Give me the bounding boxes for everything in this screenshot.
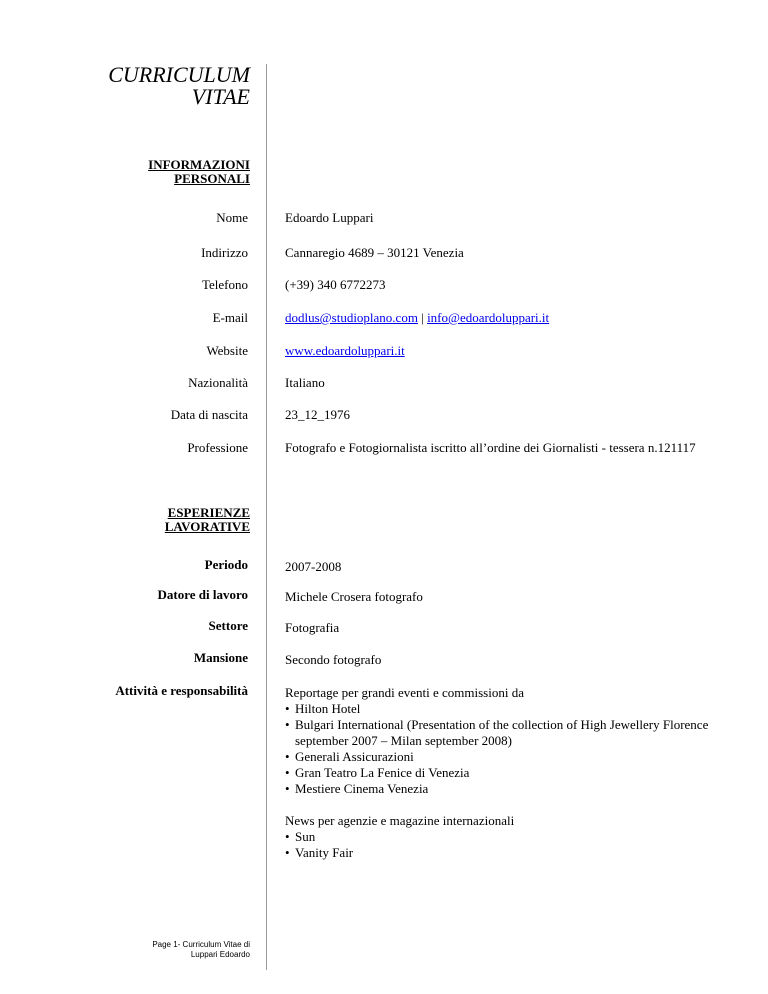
activities-intro: Reportage per grandi eventi e commissioni da (285, 685, 524, 700)
footer-line-1: Page 1- Curriculum Vitae di (152, 940, 250, 949)
news-list (285, 829, 720, 861)
name-value: Edoardo Luppari (285, 210, 374, 225)
section-heading-line: INFORMAZIONI (148, 157, 250, 172)
activities-value (285, 685, 720, 861)
address-label: Indirizzo (201, 245, 248, 260)
period-value: 2007-2008 (285, 559, 342, 574)
title-line-1: CURRICULUM (108, 62, 250, 87)
activities-list (285, 701, 720, 797)
website-label: Website (206, 343, 248, 358)
role-value: Secondo fotografo (285, 652, 382, 667)
birth-label: Data di nascita (170, 407, 248, 422)
name-label: Nome (216, 210, 248, 225)
vertical-divider (266, 64, 267, 970)
nationality-value: Italiano (285, 375, 325, 390)
email-link-1[interactable]: dodlus@studioplano.com (285, 310, 418, 325)
email-separator: | (417, 310, 428, 325)
list-item: • Sun (285, 829, 720, 845)
employer-value: Michele Crosera fotografo (285, 589, 423, 604)
phone-value: (+39) 340 6772273 (285, 277, 386, 292)
list-item: • Gran Teatro La Fenice di Venezia (285, 765, 720, 781)
list-item: • Hilton Hotel (285, 701, 720, 717)
sector-label: Settore (208, 618, 248, 633)
section-heading-line: PERSONALI (174, 171, 250, 186)
news-intro: News per agenzie e magazine internazionali (285, 813, 515, 828)
email-value (285, 310, 725, 326)
birth-value: 23_12_1976 (285, 407, 350, 422)
section-heading-personal (60, 158, 250, 186)
list-item: • Mestiere Cinema Venezia (285, 781, 720, 797)
phone-label: Telefono (201, 277, 248, 292)
address-value: Cannaregio 4689 – 30121 Venezia (285, 245, 464, 260)
nationality-label: Nazionalità (188, 375, 248, 390)
role-label: Mansione (193, 650, 248, 665)
list-item: • Generali Assicurazioni (285, 749, 720, 765)
profession-label: Professione (187, 440, 248, 455)
period-label: Periodo (204, 557, 248, 572)
spacer (285, 797, 720, 813)
website-value (285, 343, 725, 359)
section-heading-line: LAVORATIVE (164, 519, 250, 534)
profession-value: Fotografo e Fotogiornalista iscritto all’ordine dei Giornalisti - tessera n.121117 (285, 440, 696, 455)
list-item: • Vanity Fair (285, 845, 720, 861)
title-line-2: VITAE (191, 84, 250, 109)
email-label: E-mail (212, 310, 248, 325)
section-heading-experience (60, 506, 250, 534)
sector-value: Fotografia (285, 620, 340, 635)
employer-label: Datore di lavoro (157, 587, 248, 602)
page-footer (60, 940, 250, 960)
list-item: • Bulgari International (Presentation of the collection of High Jewellery Florence september 2007 – Milan september 2008) (285, 717, 720, 749)
section-heading-line: ESPERIENZE (167, 505, 250, 520)
website-link[interactable]: www.edoardoluppari.it (285, 343, 405, 358)
email-link-2[interactable]: info@edoardoluppari.it (427, 310, 550, 325)
document-title (60, 64, 250, 108)
activities-label: Attività e responsabilità (115, 683, 248, 698)
footer-line-2: Luppari Edoardo (190, 950, 250, 959)
